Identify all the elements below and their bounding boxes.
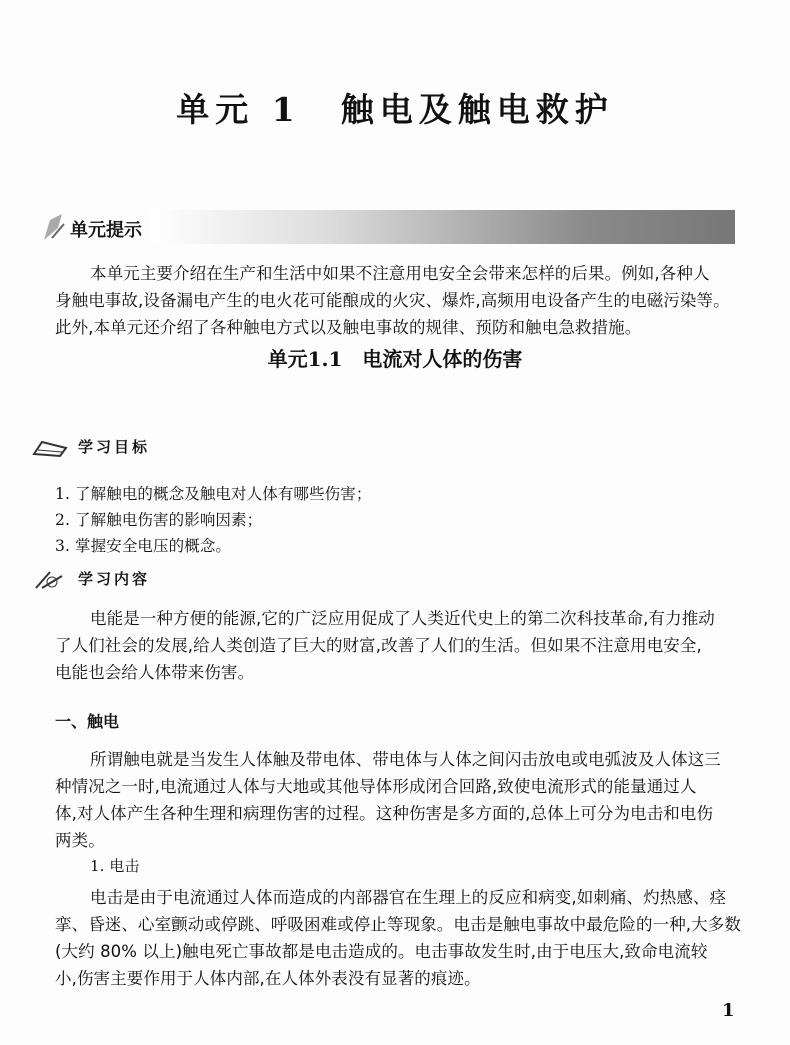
paragraph-line: 小,伤害主要作用于人体内部,在人体外表没有显著的痕迹。 — [55, 969, 481, 988]
unit-number: 单元 1 — [176, 90, 301, 129]
leaf-icon — [40, 210, 68, 244]
pen-paper-icon — [32, 570, 68, 590]
paragraph-line: 电能是一种方便的能源,它的广泛应用促成了人类近代史上的第二次科技革命,有力推动 — [90, 609, 715, 628]
subsubsection-heading: 1. 电击 — [90, 857, 140, 875]
books-icon — [32, 438, 68, 458]
gradient-bar — [150, 210, 735, 244]
unit-hint-label: 单元提示 — [70, 220, 142, 241]
paragraph-line: 体,对人体产生各种生理和病理伤害的过程。这种伤害是多方面的,总体上可分为电击和电伤 — [55, 804, 714, 823]
paragraph-line: 身触电事故,设备漏电产生的电火花可能酿成的火灾、爆炸,高频用电设备产生的电磁污染等。 — [55, 291, 730, 310]
paragraph-line: 电能也会给人体带来伤害。 — [55, 663, 255, 682]
unit-title — [0, 84, 790, 131]
paragraph-line: 挛、昏迷、心室颤动或停跳、呼吸困难或停止等现象。电击是触电事故中最危险的一种,大多数 — [55, 915, 741, 934]
objective-item: 3. 掌握安全电压的概念。 — [55, 537, 232, 555]
unit-name: 触电及触电救护 — [340, 90, 614, 129]
paragraph-line: (大约 80% 以上)触电死亡事故都是电击造成的。电击事故发生时,由于电压大,致命电流较 — [55, 942, 708, 961]
paragraph-line: 种情况之一时,电流通过人体与大地或其他导体形成闭合回路,致使电流形式的能量通过人 — [55, 777, 697, 796]
paragraph-line: 所谓触电就是当发生人体触及带电体、带电体与人体之间闪击放电或电弧波及人体这三 — [90, 750, 721, 769]
paragraph-line: 此外,本单元还介绍了各种触电方式以及触电事故的规律、预防和触电急救措施。 — [55, 318, 642, 337]
objectives-heading: 学习目标 — [32, 436, 150, 458]
unit-hint-banner — [40, 208, 735, 246]
subsection-heading: 一、触电 — [55, 712, 120, 731]
paragraph-line: 电击是由于电流通过人体而造成的内部器官在生理上的反应和病变,如刺痛、灼热感、痉 — [90, 888, 727, 907]
paragraph-line: 了人们社会的发展,给人类创造了巨大的财富,改善了人们的生活。但如果不注意用电安全, — [55, 636, 702, 655]
section-heading: 单元1.1 电流对人体的伤害 — [267, 347, 523, 371]
paragraph-line: 两类。 — [55, 831, 105, 850]
content-heading: 学习内容 — [32, 568, 150, 590]
paragraph-line: 本单元主要介绍在生产和生活中如果不注意用电安全会带来怎样的后果。例如,各种人 — [90, 264, 710, 283]
objective-item: 1. 了解触电的概念及触电对人体有哪些伤害； — [55, 485, 372, 503]
objective-item: 2. 了解触电伤害的影响因素； — [55, 511, 263, 529]
page-number: 1 — [722, 1000, 735, 1021]
